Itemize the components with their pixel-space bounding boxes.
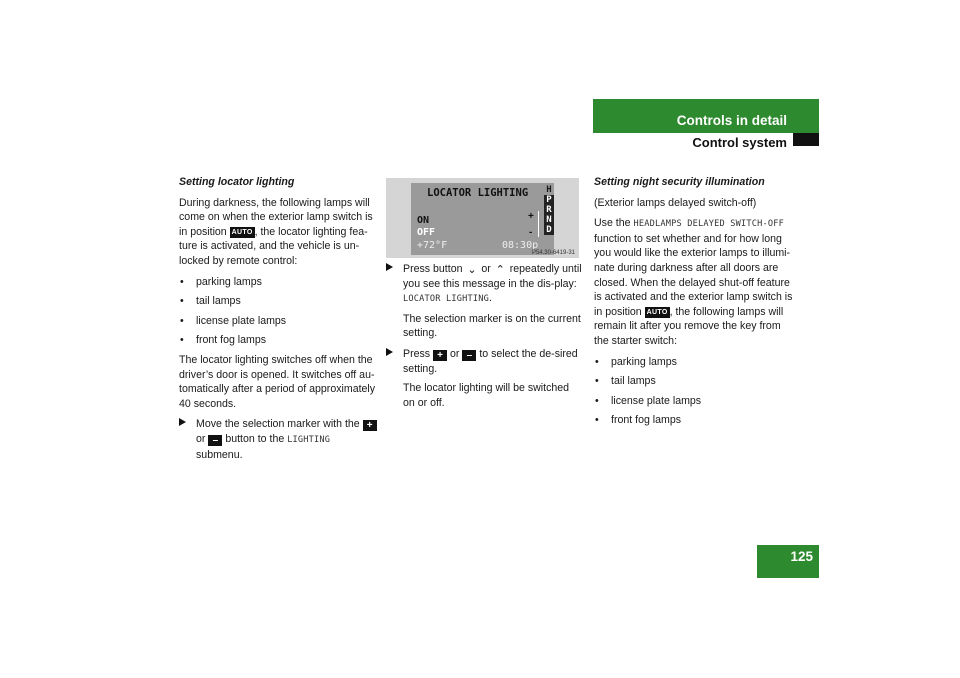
lcd-scrollbar: [538, 211, 539, 237]
step-select-setting: [386, 347, 582, 376]
locator-switch-off-text: The locator lighting switches off when the driver’s door is opened. It switches off au-tomatically after a period of approximately 40 seconds.: [179, 353, 376, 410]
intro-text-b: , the locator lighting fea-ture is activated, and the vehicle is un-locked by remote control:: [179, 225, 368, 267]
lcd-off-option: OFF: [417, 227, 436, 238]
step1-text-b: repeatedly until you see this message in the dis-play:: [403, 263, 582, 290]
night-lamp-list: [594, 355, 794, 428]
step-or: or: [196, 432, 206, 445]
locator-heading: Setting locator lighting: [179, 176, 295, 188]
instrument-display-image: [386, 178, 579, 258]
arrow-icon: [179, 418, 186, 426]
page-number-box: [757, 545, 819, 578]
list-item: • tail lamps: [594, 374, 794, 389]
header-subtitle: Control system: [692, 135, 787, 150]
auto-icon: AUTO: [231, 228, 253, 236]
down-arrow-button-icon: ⌄: [467, 264, 477, 276]
up-arrow-button-icon: ⌃: [495, 264, 505, 276]
arrow-icon: [386, 348, 393, 356]
step2-text-b: to select the de-sired setting.: [403, 347, 578, 375]
use-text-a: Use the: [594, 217, 631, 230]
night-security-heading: Setting night security illumination: [594, 176, 765, 188]
lcd-screen: [411, 183, 554, 255]
lcd-on-option: ON: [417, 215, 430, 226]
list-item: • front fog lamps: [594, 413, 794, 428]
gear-indicator-h: H: [546, 185, 552, 195]
lcd-clock: 08:30p: [502, 240, 539, 251]
step2-or: or: [450, 347, 460, 360]
locator-intro: [179, 196, 377, 269]
selection-note: The selection marker is on the current setting.: [403, 312, 581, 340]
image-code: P54.30-6419-31: [531, 250, 575, 256]
step1-or: or: [481, 263, 491, 275]
header-bar: [593, 99, 819, 133]
lighting-menu-code: LIGHTING: [287, 434, 331, 445]
step-text-a: Move the selection marker with the: [196, 418, 360, 431]
list-item: • license plate lamps: [179, 314, 377, 329]
left-column: [179, 175, 377, 467]
lcd-plus: +: [528, 211, 534, 222]
list-item: • parking lamps: [179, 275, 377, 290]
step1-text-a: Press button: [403, 263, 463, 275]
auto-icon: AUTO: [646, 308, 668, 316]
lcd-temperature: +72°F: [417, 240, 448, 251]
step2-text-a: Press: [403, 347, 431, 360]
arrow-icon: [386, 263, 393, 271]
header-marker: [793, 133, 819, 146]
minus-button-icon: –: [462, 350, 476, 361]
plus-button-icon: +: [433, 350, 447, 361]
use-text-c: , the following lamps will remain lit after you remove the key from the starter switch:: [594, 305, 784, 347]
step-move-marker: [179, 417, 377, 462]
middle-column: [386, 262, 582, 416]
gear-indicator-d: D: [544, 225, 554, 235]
use-text-b: function to set whether and for how long you would like the exterior lamps to illumi-nate during darkness after all doors are closed. When the delayed shut-off feature is activated and the exterior lamp switch is in position: [594, 232, 793, 318]
step-text-c: submenu.: [196, 448, 243, 461]
page-number: 125: [790, 549, 813, 564]
gear-indicator-p: P: [544, 195, 554, 205]
night-security-description: [594, 216, 794, 348]
header-title: Controls in detail: [676, 113, 787, 128]
locator-lamp-list: [179, 275, 377, 348]
right-column: [594, 175, 794, 433]
lcd-title: LOCATOR LIGHTING: [427, 187, 529, 199]
locator-lighting-code: LOCATOR LIGHTING: [403, 294, 489, 305]
gear-indicator-n: N: [544, 215, 554, 225]
night-security-subheading: (Exterior lamps delayed switch-off): [594, 196, 757, 209]
switch-note: The locator lighting will be switched on or off.: [403, 382, 570, 409]
list-item: • parking lamps: [594, 355, 794, 370]
minus-button-icon: –: [208, 435, 222, 446]
lcd-minus: -: [529, 227, 533, 238]
header-subtitle-area: [593, 133, 793, 155]
intro-text-a: During darkness, the following lamps will come on when the exterior lamp switch is in position: [179, 196, 373, 238]
list-item: • license plate lamps: [594, 394, 794, 409]
gear-indicator-r: R: [544, 205, 554, 215]
step-press-arrows: [386, 262, 582, 307]
list-item: • front fog lamps: [179, 333, 377, 348]
list-item: • tail lamps: [179, 294, 377, 309]
step1-dot: .: [488, 292, 492, 305]
step-text-b: button to the: [225, 432, 285, 445]
headlamps-delayed-code: HEADLAMPS DELAYED SWITCH-OFF: [633, 219, 784, 230]
plus-button-icon: +: [363, 420, 377, 431]
